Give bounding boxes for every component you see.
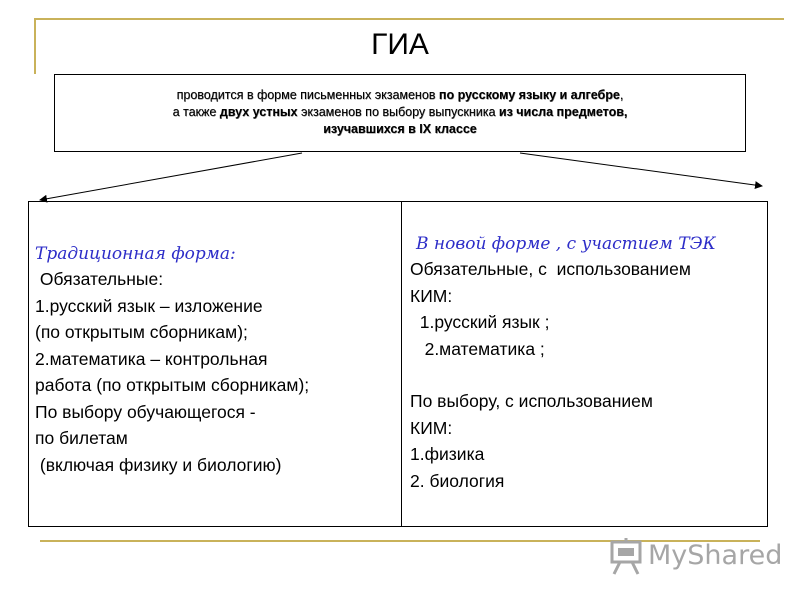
right-line [410,362,770,388]
right-arrow [520,153,762,186]
left-line: (по открытым сборникам); [35,322,248,342]
left-line: 1.русский язык – изложение [35,295,263,316]
right-line: 2.математика ; [410,338,545,359]
right-line: КИМ: [410,417,453,438]
right-line: 1.физика [410,444,485,464]
column-divider [401,202,402,526]
right-line: КИМ: [410,285,453,306]
info-line-3: изучавшихся в IX классе [323,122,477,136]
right-line: Обязательные, с использованием [410,259,691,279]
right-column [410,232,770,494]
info-line-1: проводится в форме письменных экзаменов по русскому языку и алгебре, [176,88,624,102]
split-arrows [0,0,800,220]
comparison-table [28,201,768,527]
right-column-heading: В новой форме , с участием ТЭК [416,234,716,254]
right-line: 1.русский язык ; [410,312,550,332]
left-column-heading: Традиционная форма: [35,244,236,264]
left-line: 2.математика – контрольная [35,348,268,369]
slide-title: ГИА [371,28,429,61]
left-column [35,242,395,478]
right-line: 2. биология [410,470,505,491]
left-line: (включая физику и биологию) [35,454,282,475]
watermark-logo [606,536,783,576]
left-line: Обязательные: [35,269,164,289]
left-line: по билетам [35,428,128,448]
left-line: По выбору обучающегося - [35,401,256,422]
left-arrow [40,153,302,200]
watermark-text: MyShared [648,540,783,571]
info-line-2: а также двух устных экзаменов по выбору выпускника из числа предметов, [172,105,628,119]
left-line: работа (по открытым сборникам); [35,375,310,395]
presentation-board-icon [608,536,644,576]
right-line: По выбору, с использованием [410,391,653,411]
